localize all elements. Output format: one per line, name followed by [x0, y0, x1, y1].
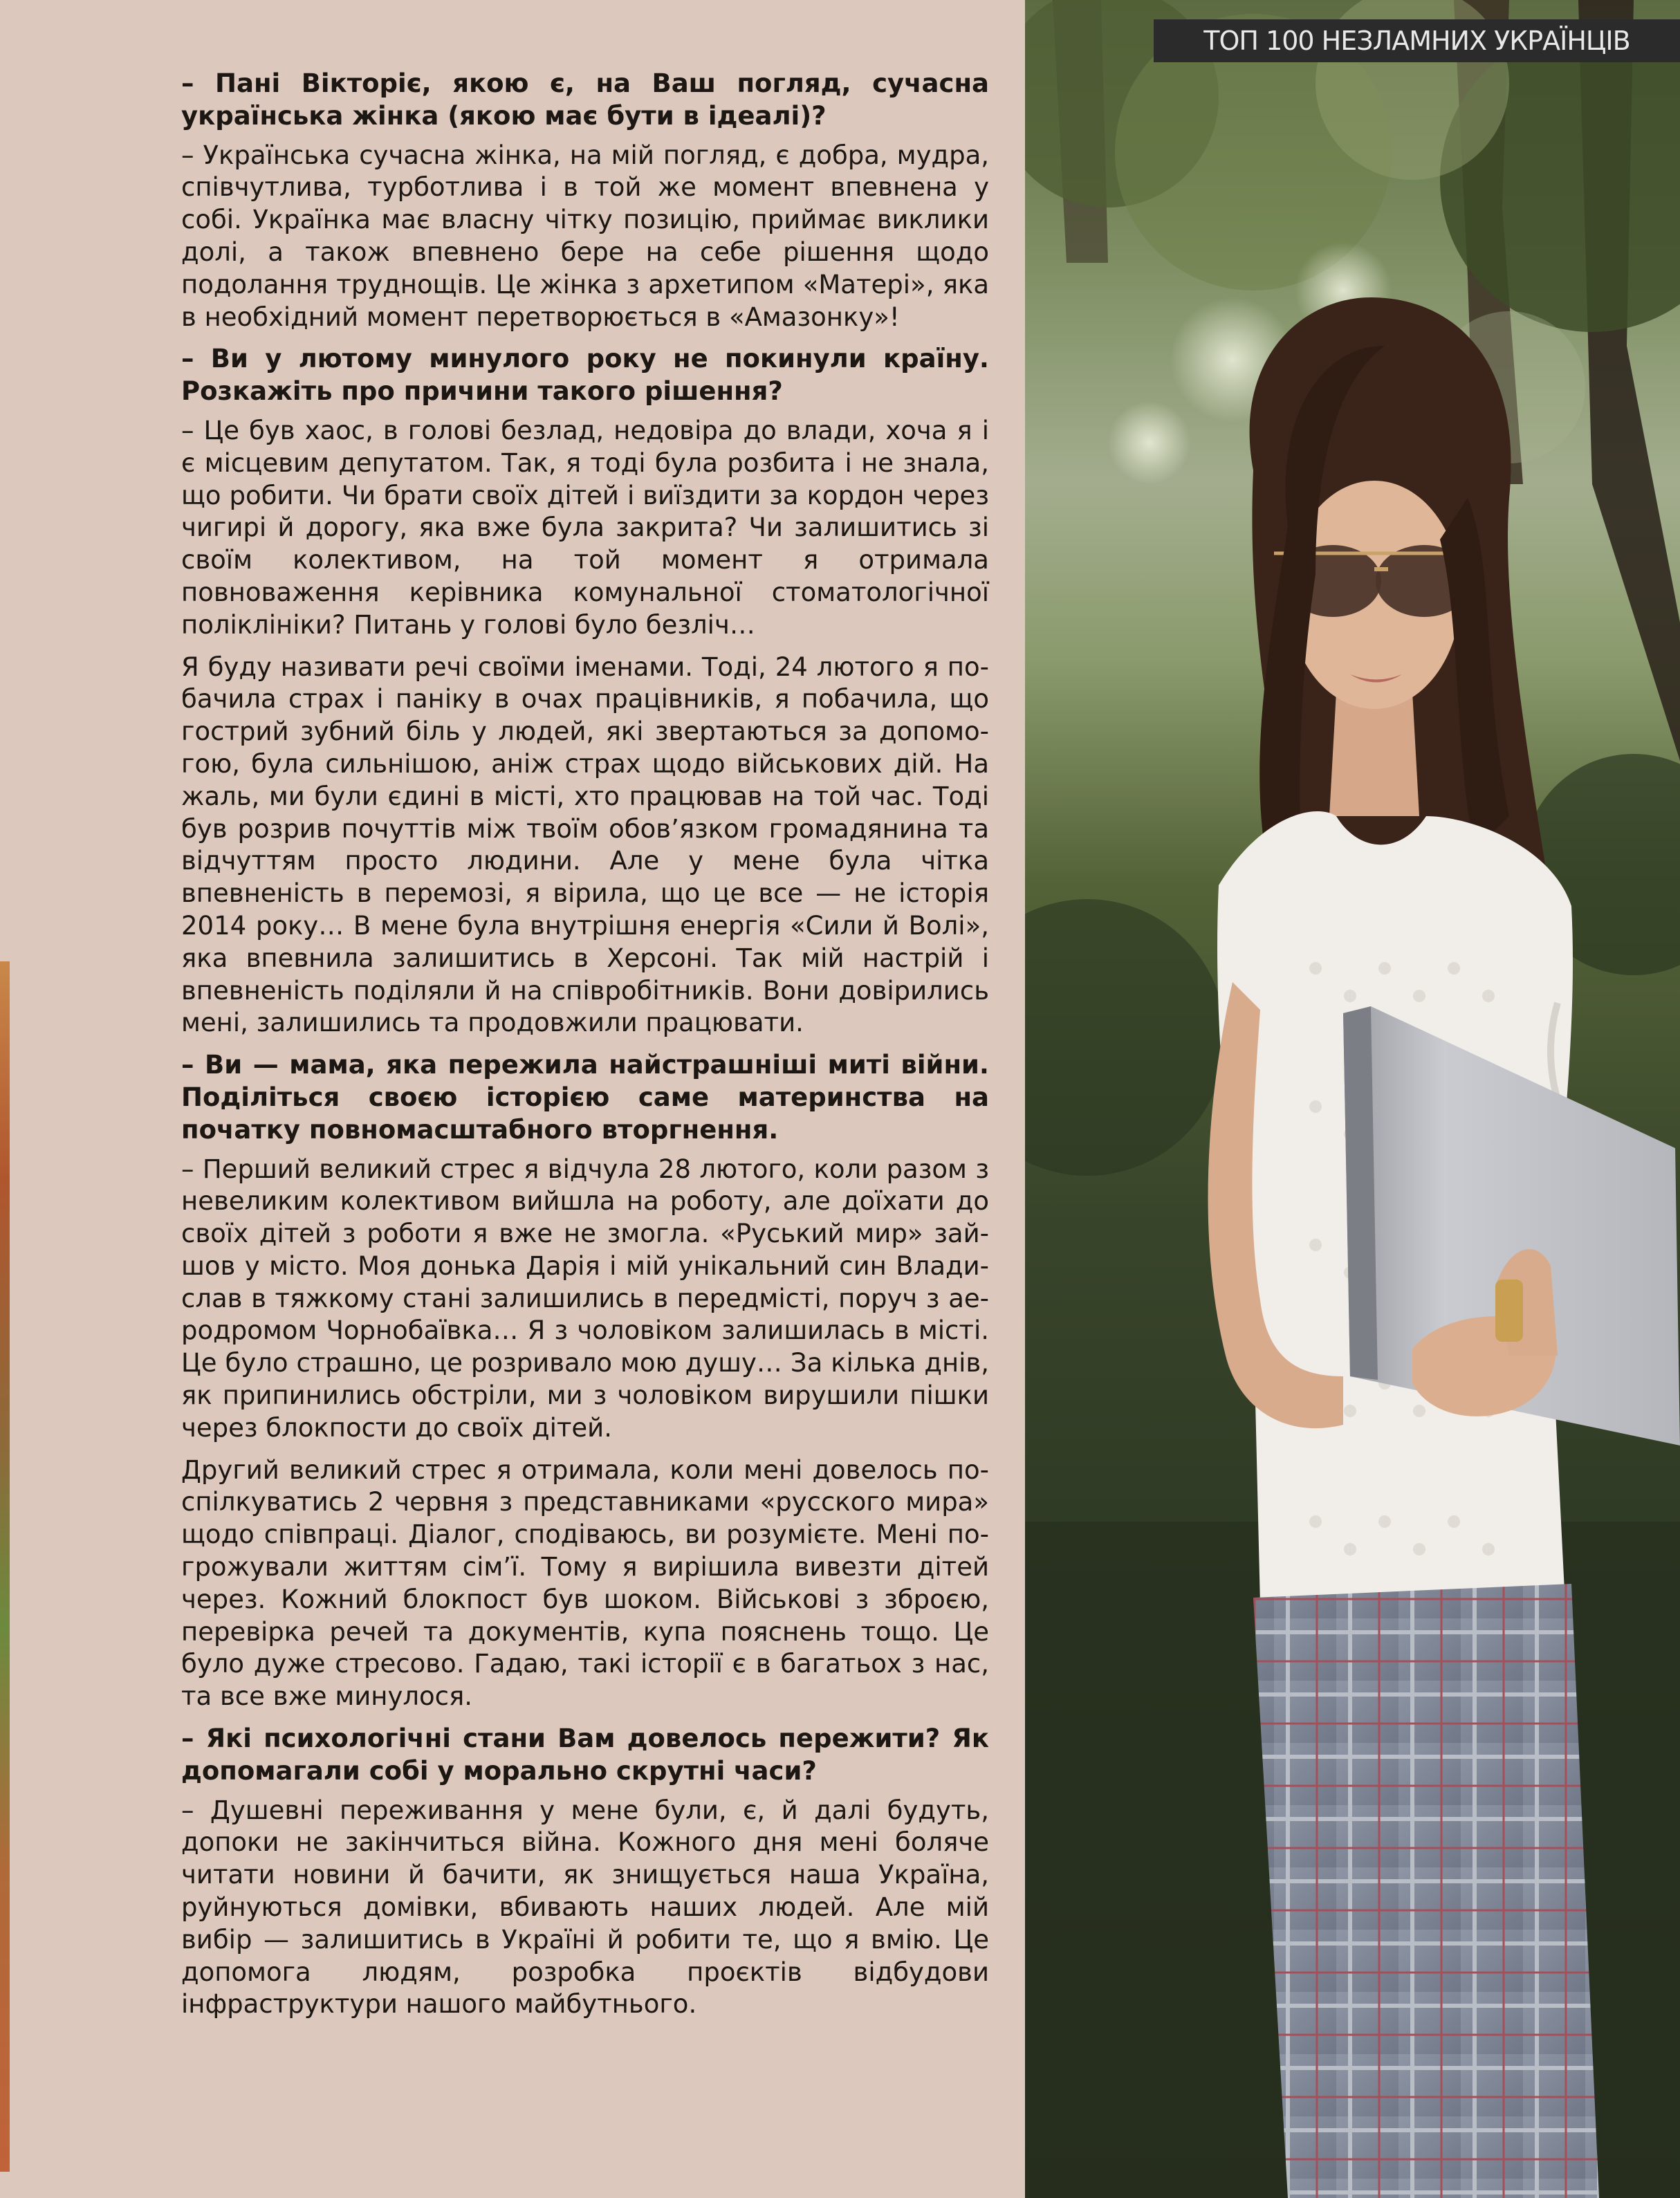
interview-answer: Я буду називати речі своїми іменами. Тоді, 24 лютого я побачила страх і паніку в очах працівників, я побачила, що гострий зубний біль у людей, які звертаються за допомогою, була сильнішою, аніж страх щодо військових дій. На жаль, ми були єдині в місті, хто працював на той час. Тоді був розрив почуттів між твоїм обов’язком громадянина та відчуттям просто людини. Але у мене була чітка впевненість в перемозі, я вірила, що це все — не історія 2014 року… В мене була внутрішня енергія «Сили й Волі», яка впевнила залишитись в Херсоні. Так мій настрій і впевненість поділяли й на співробітників. Вони довірились мені, залишились та продовжили працювати. [181, 652, 989, 1038]
interview-question: – Ви — мама, яка пережила найстрашніші миті війни. Поділіться своєю історією саме материнства на початку повномасштабного вторгнення. [181, 1050, 989, 1145]
portrait-photo [1025, 0, 1680, 2198]
portrait-illustration [1025, 0, 1680, 2198]
interview-answer: – Душевні переживання у мене були, є, й далі будуть, допоки не закінчиться війна. Кожного дня мені боляче читати новини й бачити, як знищується наша Україна, руйнуються домівки, вбивають наших людей. Але мій вибір — залишитись в Україні й робити те, що я вмію. Це допомога людям, розробка проєктів відбудови інфраструктури нашого майбутнього. [181, 1795, 989, 2020]
interview-question: – Які психологічні стани Вам довелось пережити? Як допомагали собі у морально скрутні часи? [181, 1724, 989, 1786]
interview-question: – Ви у лютому минулого року не покинули країну. Розкажіть про причини такого рішення? [181, 344, 989, 407]
interview-text-column [181, 68, 989, 2031]
interview-answer: – Українська сучасна жінка, на мій погляд, є добра, мудра, співчутлива, турботлива і в той же момент впевнена у собі. Українка має власну чітку позицію, приймає виклики долі, а також впевнено бере на себе рішення щодо подолання труднощів. Це жінка з архетипом «Матері», яка в необхідний момент перетворюється в «Амазонку»! [181, 140, 989, 332]
interview-answer: – Перший великий стрес я відчула 28 лютого, коли разом з невеликим колективом вийшла на роботу, але доїхати до своїх дітей з роботи я вже не змогла. «Руський мир» зайшов у місто. Моя донька Дарія і мій унікальний син Владислав в тяжкому стані залишились в передмісті, поруч з аеродромом Чорнобаївка… Я з чоловіком залишилась в місті. Це було страшно, це розривало мою душу… За кілька днів, як припинились обстріли, ми з чоловіком вирушили пішки через блокпости до своїх дітей. [181, 1154, 989, 1443]
interview-question: – Пані Вікторіє, якою є, на Ваш погляд, сучасна українська жінка (якою має бути в ідеалі)? [181, 68, 989, 131]
interview-answer: Другий великий стрес я отримала, коли мені довелось поспілкуватись 2 червня з представниками «русского мира» щодо співпраці. Діалог, сподіваюсь, ви розумієте. Мені погрожували життям сім’ї. Тому я вирішила вивезти дітей через. Кожний блокпост був шоком. Військові з зброєю, перевірка речей та документів, купа пояснень тощо. Це було дуже стресово. Гадаю, такі історії є в багатьох з нас, та все вже минулося. [181, 1454, 989, 1712]
section-header-tab: ТОП 100 НЕЗЛАМНИХ УКРАЇНЦІВ [1154, 19, 1680, 62]
interview-answer: – Це був хаос, в голові безлад, недовіра до влади, хоча я і є місцевим депутатом. Так, я тоді була розбита і не знала, що робити. Чи брати своїх дітей і виїздити за кордон через чигирі й дорогу, яка вже була закрита? Чи залишитись зі своїм колективом, на той момент я отримала повноваження керівника комунальної стоматологічної поліклініки? Питань у голові було безліч… [181, 415, 989, 640]
left-edge-color-strip [0, 961, 10, 2172]
